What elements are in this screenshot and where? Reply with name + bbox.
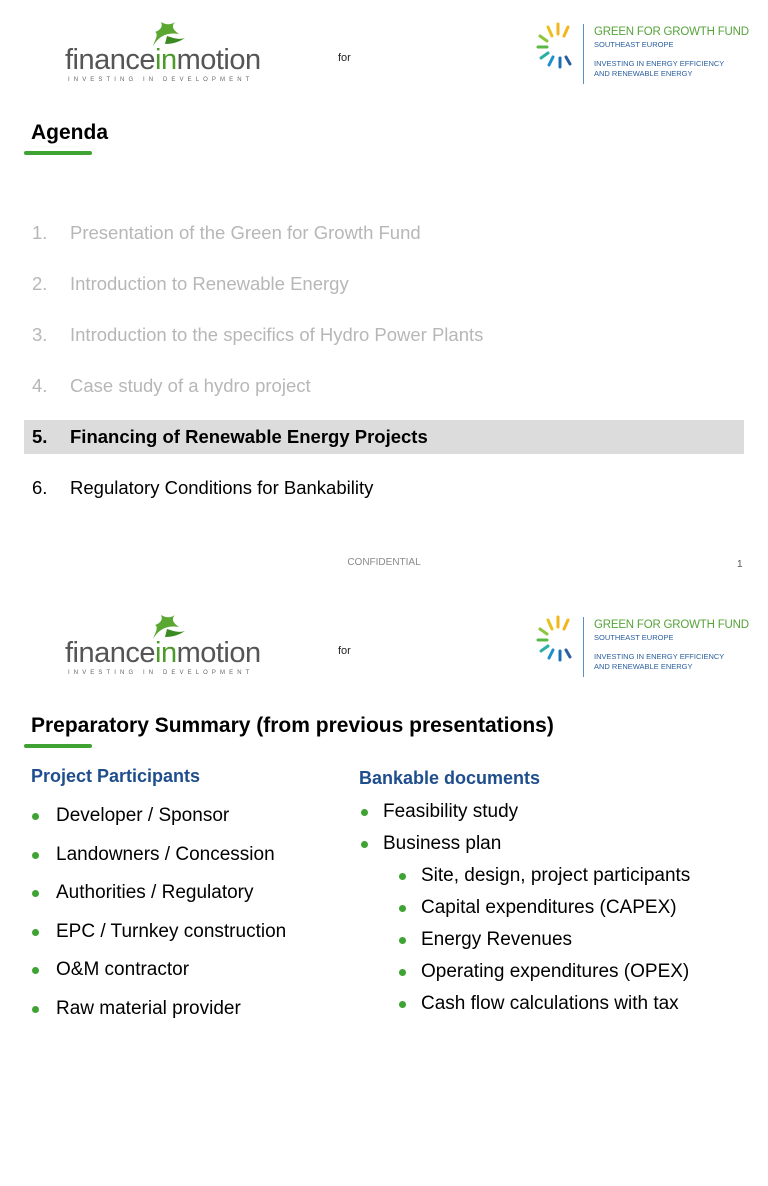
- fim-wordmark: financeinmotion: [65, 637, 261, 669]
- bullet-icon: [399, 1001, 406, 1008]
- project-participants-heading: Project Participants: [31, 766, 201, 786]
- bullet-icon: [399, 937, 406, 944]
- bullet-icon: [399, 873, 406, 880]
- agenda-text: Regulatory Conditions for Bankability: [70, 477, 374, 498]
- list-item: Landowners / Concession: [24, 838, 286, 877]
- gfg-tagline-2: AND RENEWABLE ENERGY: [594, 662, 693, 671]
- slide-preparatory-summary: [0, 593, 768, 1186]
- fim-wordmark: financeinmotion: [65, 44, 261, 76]
- list-item: O&M contractor: [24, 953, 286, 992]
- agenda-text: Financing of Renewable Energy Projects: [70, 426, 428, 447]
- title-underline: [24, 744, 92, 748]
- confidential-footer: CONFIDENTIAL: [347, 557, 421, 568]
- bullet-icon: [399, 905, 406, 912]
- bullet-icon: [32, 929, 39, 936]
- agenda-text: Introduction to the specifics of Hydro Power Plants: [70, 324, 484, 345]
- agenda-item: [24, 267, 744, 301]
- bullet-icon: [32, 852, 39, 859]
- project-participants-list: [24, 799, 286, 1030]
- agenda-item-current: [24, 420, 744, 454]
- gfg-region: SOUTHEAST EUROPE: [594, 633, 674, 642]
- list-item: Authorities / Regulatory: [24, 876, 286, 915]
- logo-divider: [583, 617, 584, 677]
- agenda-item: [24, 369, 744, 403]
- sunburst-icon: [535, 20, 581, 70]
- agenda-number: 1.: [32, 222, 48, 243]
- bullet-icon: [399, 969, 406, 976]
- bullet-icon: [361, 841, 368, 848]
- bullet-icon: [32, 1006, 39, 1013]
- sub-list-item: Cash flow calculations with tax: [359, 989, 690, 1021]
- bullet-icon: [32, 967, 39, 974]
- agenda-item: [24, 471, 744, 505]
- agenda-item: [24, 318, 744, 352]
- agenda-text: Case study of a hydro project: [70, 375, 311, 396]
- for-label: for: [338, 52, 351, 64]
- agenda-number: 6.: [32, 477, 48, 498]
- gfg-tagline-1: INVESTING IN ENERGY EFFICIENCY: [594, 652, 725, 661]
- finance-in-motion-logo: [65, 615, 275, 675]
- fim-tagline: INVESTING IN DEVELOPMENT: [68, 670, 254, 676]
- bullet-icon: [361, 809, 368, 816]
- gfg-title: GREEN FOR GROWTH FUND: [594, 26, 749, 38]
- bullet-icon: [32, 890, 39, 897]
- sub-list-item: Site, design, project participants: [359, 861, 690, 893]
- title-underline: [24, 151, 92, 155]
- list-item: Raw material provider: [24, 992, 286, 1031]
- agenda-text: Introduction to Renewable Energy: [70, 273, 349, 294]
- agenda-item: [24, 216, 744, 250]
- green-for-growth-fund-logo: [535, 613, 755, 681]
- list-item: EPC / Turnkey construction: [24, 915, 286, 954]
- agenda-text: Presentation of the Green for Growth Fund: [70, 222, 421, 243]
- list-item: Feasibility study: [359, 797, 690, 829]
- green-for-growth-fund-logo: [535, 20, 755, 88]
- slide-title: Preparatory Summary (from previous presentations): [31, 714, 554, 737]
- agenda-number: 3.: [32, 324, 48, 345]
- gfg-tagline-1: INVESTING IN ENERGY EFFICIENCY: [594, 59, 725, 68]
- logo-divider: [583, 24, 584, 84]
- sub-list-item: Operating expenditures (OPEX): [359, 957, 690, 989]
- sunburst-icon: [535, 613, 581, 663]
- list-item: Developer / Sponsor: [24, 799, 286, 838]
- page-number: 1: [737, 559, 743, 570]
- sub-list-item: Capital expenditures (CAPEX): [359, 893, 690, 925]
- bankable-documents-heading: Bankable documents: [359, 768, 541, 788]
- gfg-tagline-2: AND RENEWABLE ENERGY: [594, 69, 693, 78]
- agenda-number: 2.: [32, 273, 48, 294]
- bankable-documents-list: [359, 797, 690, 1021]
- for-label: for: [338, 645, 351, 657]
- list-item: Business plan: [359, 829, 690, 861]
- gfg-region: SOUTHEAST EUROPE: [594, 40, 674, 49]
- finance-in-motion-logo: [65, 22, 275, 82]
- gfg-title: GREEN FOR GROWTH FUND: [594, 619, 749, 631]
- agenda-number: 5.: [32, 426, 48, 447]
- sub-list-item: Energy Revenues: [359, 925, 690, 957]
- fim-tagline: INVESTING IN DEVELOPMENT: [68, 77, 254, 83]
- bullet-icon: [32, 813, 39, 820]
- agenda-number: 4.: [32, 375, 48, 396]
- agenda-list: [24, 216, 744, 522]
- slide-title: Agenda: [31, 121, 109, 144]
